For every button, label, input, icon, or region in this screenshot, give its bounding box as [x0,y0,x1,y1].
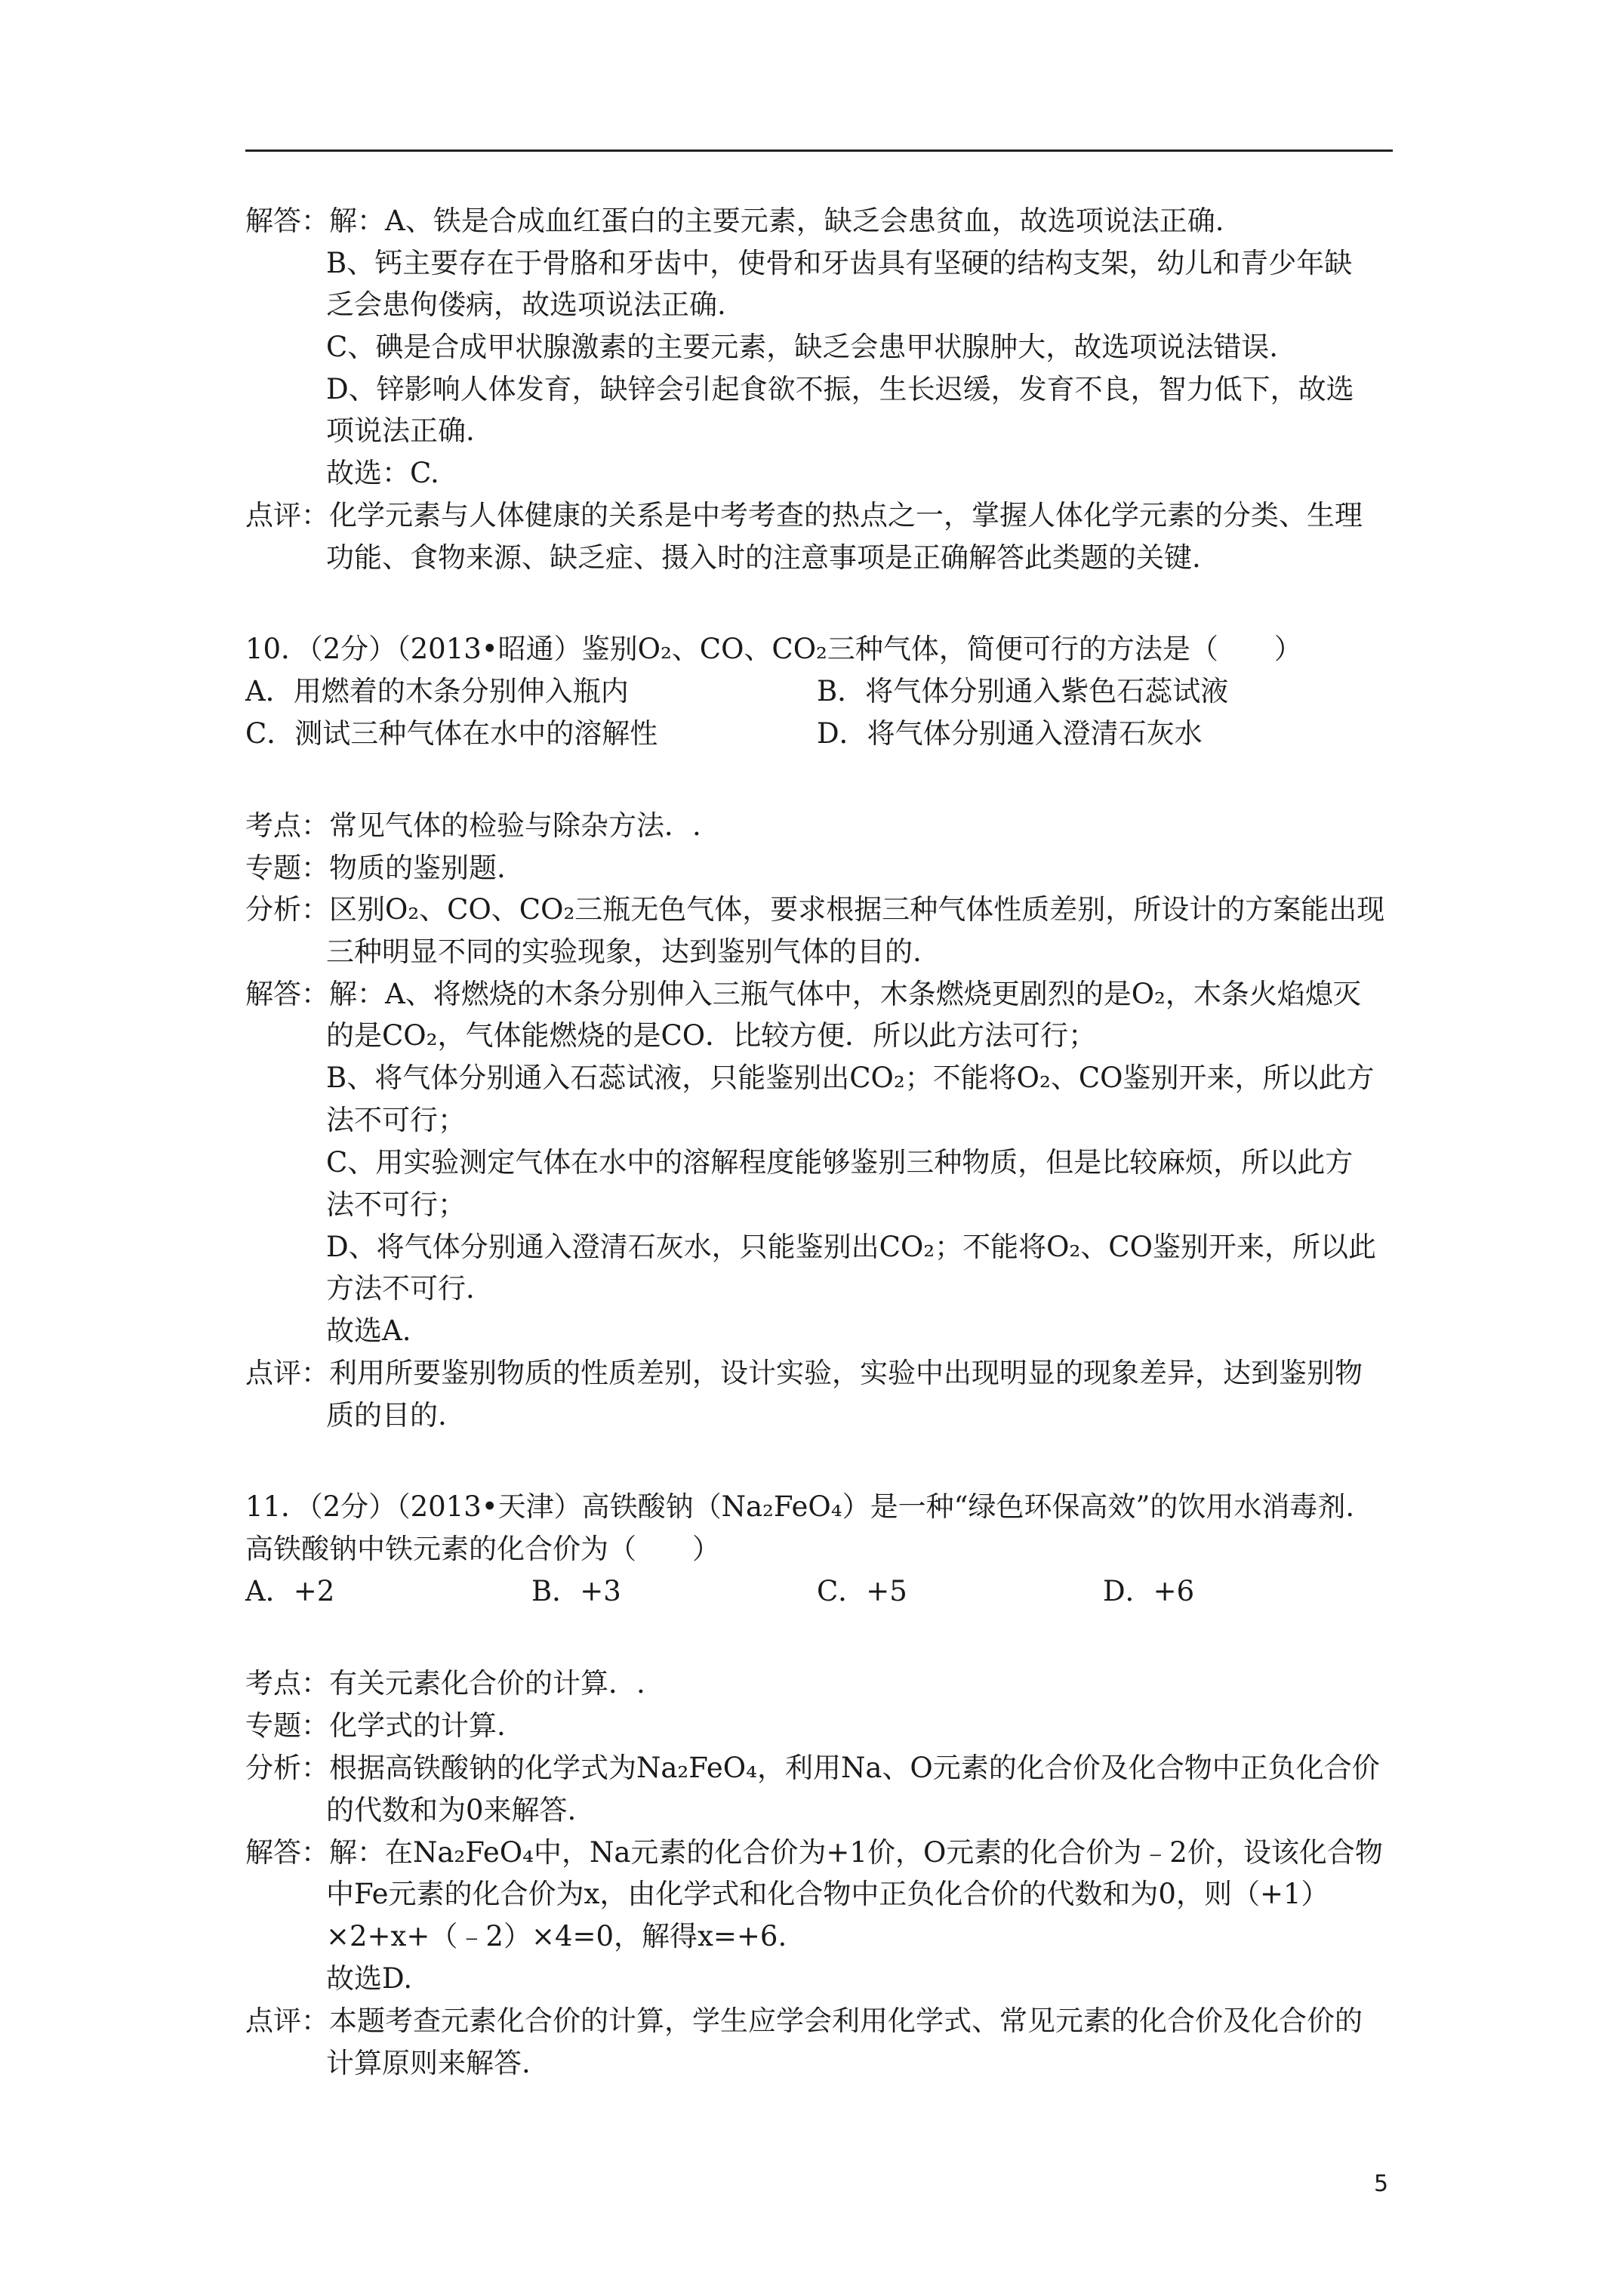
q10-analysis-line: 三种明显不同的实验现象，达到鉴别气体的目的. [326,935,922,968]
q10-option-c: C．测试三种气体在水中的溶解性 [245,717,658,750]
q9-answer-line: 乏会患佝偻病，故选项说法正确. [326,288,726,321]
q10-answer-line: 的是CO₂，气体能燃烧的是CO．比较方便．所以此方法可行； [326,1019,1097,1052]
q9-comment-line: 点评：化学元素与人体健康的关系是中考考查的热点之一，掌握人体化学元素的分类、生理 [245,499,1363,532]
q10-answer-line: B、将气体分别通入石蕊试液，只能鉴别出CO₂；不能将O₂、CO鉴别开来，所以此方 [326,1062,1375,1094]
q10-analysis-line: 分析：区别O₂、CO、CO₂三瓶无色气体，要求根据三种气体性质差别，所设计的方案能出现 [245,893,1385,926]
q11-comment-line: 点评：本题考查元素化合价的计算，学生应学会利用化学式、常见元素的化合价及化合价的 [245,2005,1363,2037]
q10-option-d: D．将气体分别通入澄清石灰水 [817,717,1203,750]
q11-answer-line: 故选D. [326,1962,413,1995]
q10-answer-line: 法不可行； [326,1188,466,1221]
q9-comment-line: 功能、食物来源、缺乏症、摄入时的注意事项是正确解答此类题的关键. [326,541,1201,574]
q10-answer-line: 故选A. [326,1314,411,1347]
q9-answer-line: 解答：解：A、铁是合成血红蛋白的主要元素，缺乏会患贫血，故选项说法正确. [245,205,1224,237]
q10-answer-line: 方法不可行. [326,1272,475,1305]
q11-answer-line: ×2+x+（﹣2）×4=0，解得x=+6. [326,1920,787,1952]
q11-answer-line: 中Fe元素的化合价为x，由化学式和化合物中正负化合价的代数和为0，则（+1） [326,1878,1329,1910]
q10-kaodian: 考点：常见气体的检验与除杂方法．. [245,809,701,842]
header-rule [245,149,1393,152]
q11-analysis-line: 的代数和为0来解答. [326,1794,577,1826]
q10-answer-line: D、将气体分别通入澄清石灰水，只能鉴别出CO₂；不能将O₂、CO鉴别开来，所以此 [326,1231,1376,1263]
q10-option-a: A．用燃着的木条分别伸入瓶内 [245,675,629,707]
q10-option-b: B．将气体分别通入紫色石蕊试液 [817,675,1229,707]
q10-answer-line: C、用实验测定气体在水中的溶解程度能够鉴别三种物质，但是比较麻烦，所以此方 [326,1146,1354,1179]
q11-analysis-line: 分析：根据高铁酸钠的化学式为Na₂FeO₄，利用Na、O元素的化合价及化合物中正负化合价 [245,1752,1380,1784]
q10-stem: 10．（2分）（2013•昭通）鉴别O₂、CO、CO₂三种气体，简便可行的方法是（ ） [245,633,1302,665]
page-number: 5 [1374,2171,1389,2197]
q10-zhuanti: 专题：物质的鉴别题. [245,852,506,884]
q9-answer-line: B、钙主要存在于骨胳和牙齿中，使骨和牙齿具有坚硬的结构支架，幼儿和青少年缺 [326,247,1353,279]
q11-option-b: B．+3 [531,1575,621,1607]
q11-zhuanti: 专题：化学式的计算. [245,1709,506,1742]
q11-option-d: D．+6 [1103,1575,1195,1607]
q11-stem-line: 11．（2分）（2013•天津）高铁酸钠（Na₂FeO₄）是一种“绿色环保高效”的饮用水消毒剂. [245,1490,1355,1523]
q10-answer-line: 法不可行； [326,1104,466,1136]
q11-option-c: C．+5 [817,1575,907,1607]
q9-answer-line: C、碘是合成甲状腺激素的主要元素，缺乏会患甲状腺肿大，故选项说法错误. [326,331,1279,363]
q10-comment-line: 点评：利用所要鉴别物质的性质差别，设计实验，实验中出现明显的现象差异，达到鉴别物 [245,1357,1363,1389]
q9-answer-line: 故选：C. [326,457,439,489]
q10-comment-line: 质的目的. [326,1399,447,1432]
q9-answer-line: 项说法正确. [326,415,475,447]
q11-kaodian: 考点：有关元素化合价的计算．. [245,1667,645,1700]
q11-comment-line: 计算原则来解答. [326,2047,531,2079]
q10-answer-line: 解答：解：A、将燃烧的木条分别伸入三瓶气体中，木条燃烧更剧烈的是O₂，木条火焰熄灭 [245,978,1361,1010]
q11-stem-line: 高铁酸钠中铁元素的化合价为（ ） [245,1533,720,1565]
q11-answer-line: 解答：解：在Na₂FeO₄中，Na元素的化合价为+1价，O元素的化合价为﹣2价，设该化合物 [245,1836,1383,1869]
q9-answer-line: D、锌影响人体发育，缺锌会引起食欲不振，生长迟缓，发育不良，智力低下，故选 [326,373,1354,405]
q11-option-a: A．+2 [245,1575,335,1607]
